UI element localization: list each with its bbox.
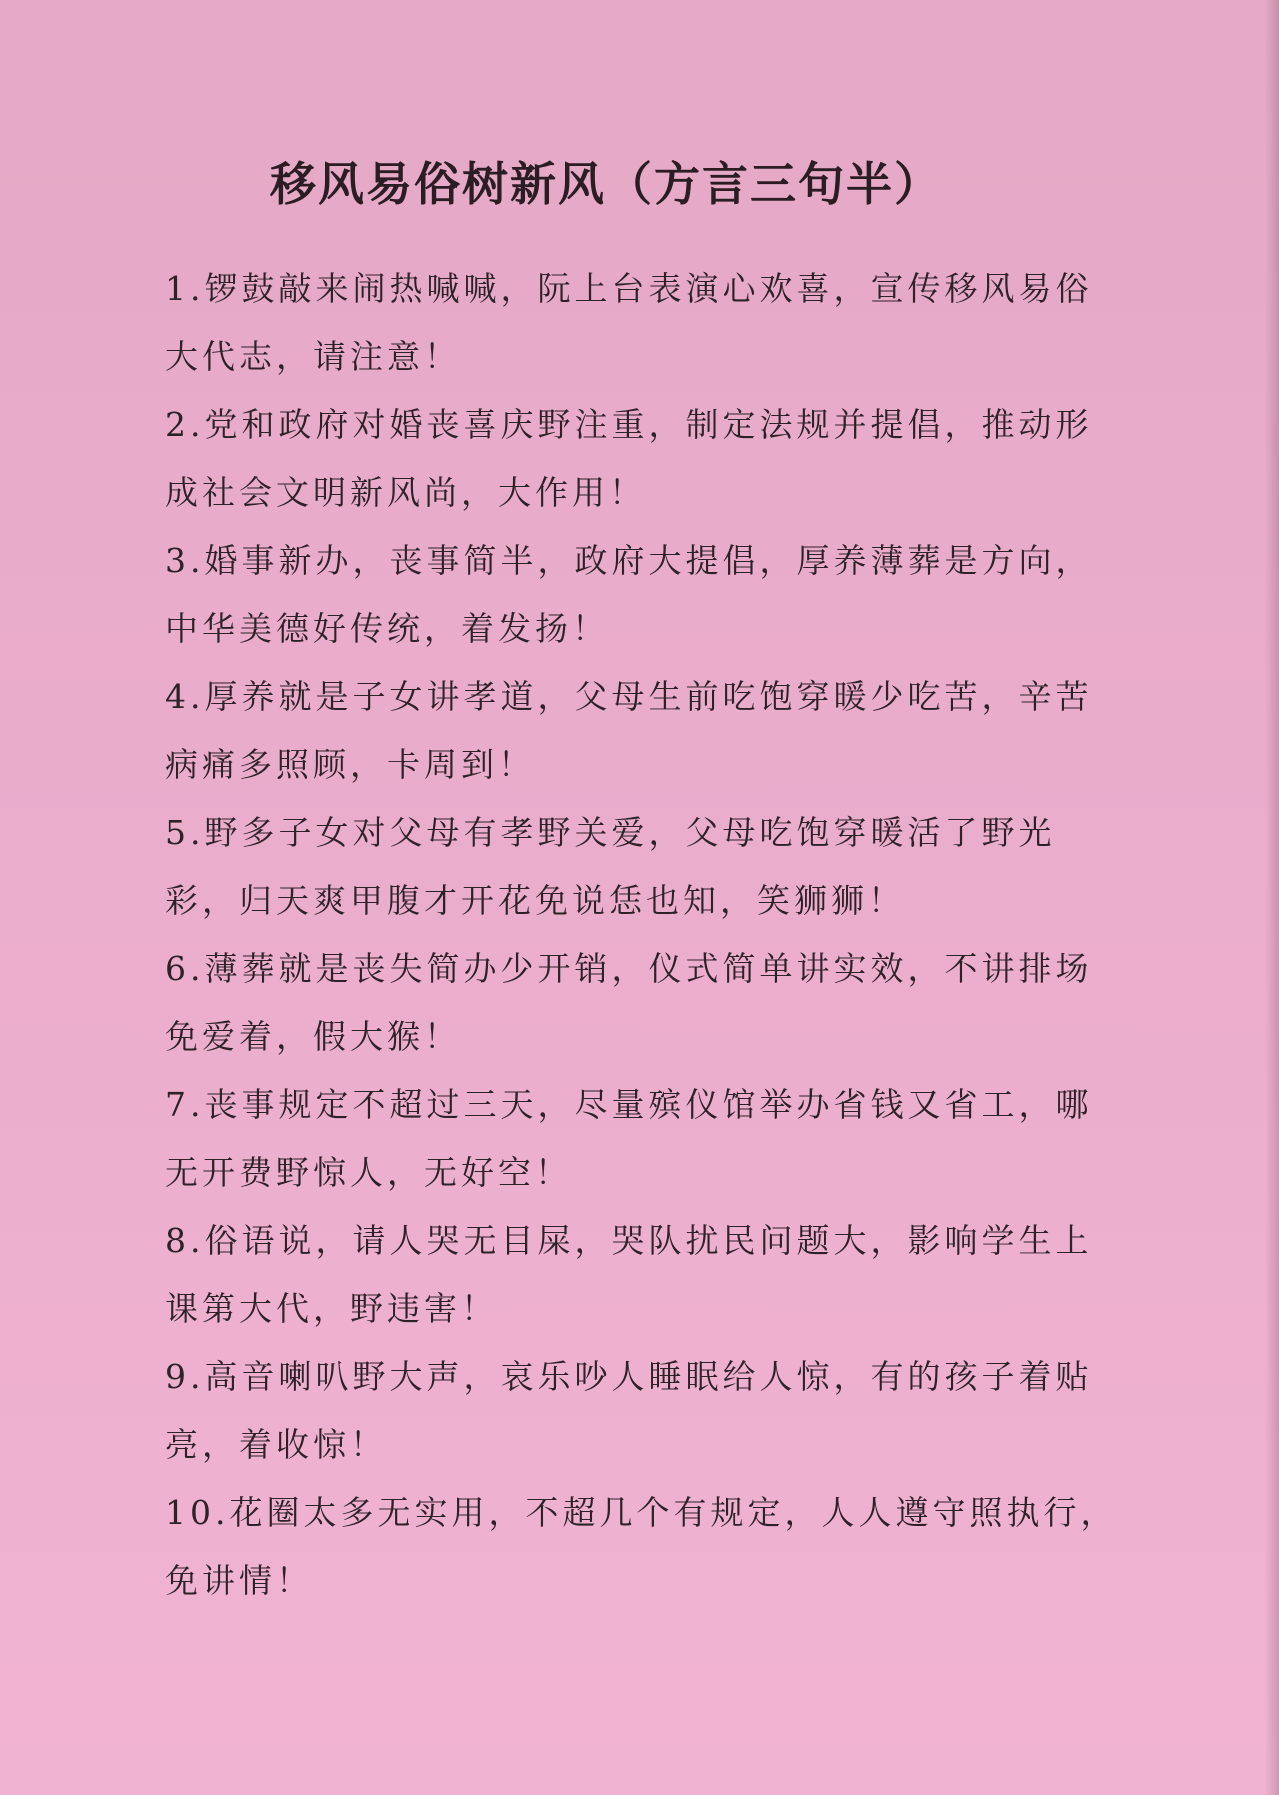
page-edge-shadow [1265,0,1279,1795]
list-item-9: 9.高音喇叭野大声，哀乐吵人睡眠给人惊，有的孩子着贴亮，着收惊！ [165,1357,1093,1464]
document-title: 移风易俗树新风（方言三句半） [270,157,942,211]
list-item-2: 2.党和政府对婚丧喜庆野注重，制定法规并提倡，推动形成社会文明新风尚，大作用！ [165,405,1093,512]
list-item-4: 4.厚养就是子女讲孝道，父母生前吃饱穿暖少吃苦，辛苦病痛多照顾，卡周到！ [165,677,1093,784]
list-item-6: 6.薄葬就是丧失简办少开销，仪式简单讲实效，不讲排场免爱着，假大猴！ [165,949,1093,1056]
list-item-1: 1.锣鼓敲来闹热喊喊，阮上台表演心欢喜，宣传移风易俗大代志，请注意！ [165,269,1093,376]
list-item-8: 8.俗语说，请人哭无目屎，哭队扰民问题大，影响学生上课第大代，野违害！ [165,1221,1093,1328]
list-item-10: 10.花圈太多无实用，不超几个有规定，人人遵守照执行，免讲情！ [165,1493,1118,1600]
list-item-3: 3.婚事新办，丧事简半，政府大提倡，厚养薄葬是方向，中华美德好传统，着发扬！ [165,541,1093,648]
list-item-5: 5.野多子女对父母有孝野关爱，父母吃饱穿暖活了野光彩，归天爽甲腹才开花免说恁也知，笑狮狮！ [165,813,1056,920]
list-item-7: 7.丧事规定不超过三天，尽量殡仪馆举办省钱又省工，哪无开费野惊人，无好空！ [165,1085,1093,1192]
item-list [165,255,1125,1615]
